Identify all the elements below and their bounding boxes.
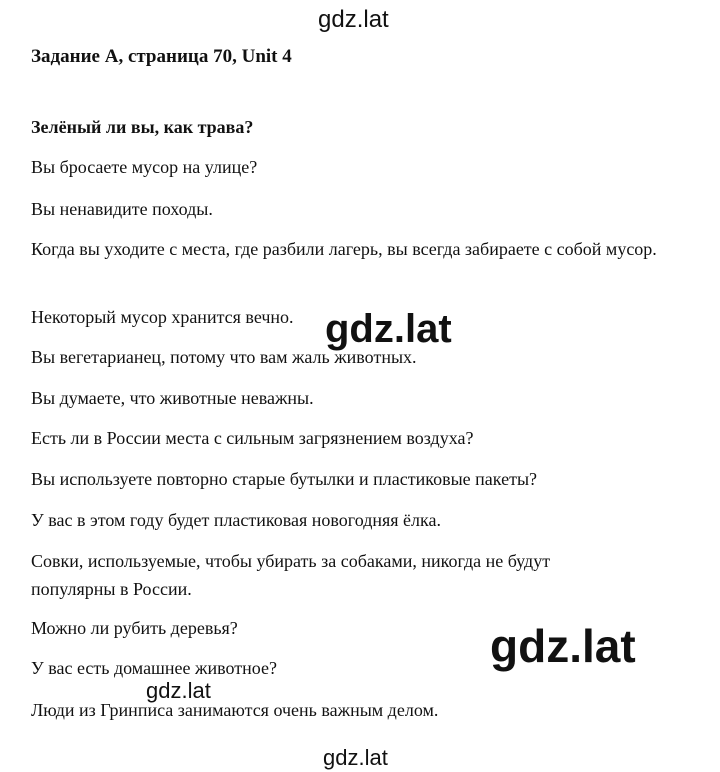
sentence-2: Вы ненавидите походы. xyxy=(31,199,213,219)
sentence-10: Совки, используемые, чтобы убирать за собаками, никогда не будут популярны в России. xyxy=(31,551,551,599)
watermark-bottom: gdz.lat xyxy=(323,745,388,770)
sentence-9: У вас в этом году будет пластиковая новогодняя ёлка. xyxy=(31,510,441,530)
page-title: Задание A, страница 70, Unit 4 xyxy=(31,46,292,67)
sentence-5: Вы вегетарианец, потому что вам жаль животных. xyxy=(31,347,417,367)
sentence-13: Люди из Гринписа занимаются очень важным делом. xyxy=(31,700,439,720)
watermark-right: gdz.lat xyxy=(490,620,636,672)
sentence-4: Некоторый мусор хранится вечно. xyxy=(31,307,294,327)
sentence-3: Когда вы уходите с места, где разбили лагерь, вы всегда забираете с собой мусор. xyxy=(31,239,657,259)
sentence-8: Вы используете повторно старые бутылки и пластиковые пакеты? xyxy=(31,469,538,489)
sentence-11: Можно ли рубить деревья? xyxy=(31,618,238,638)
sentence-6: Вы думаете, что животные неважны. xyxy=(31,388,314,408)
sentence-12: У вас есть домашнее животное? xyxy=(31,658,277,678)
sentence-1: Вы бросаете мусор на улице? xyxy=(31,157,258,177)
watermark-top: gdz.lat xyxy=(318,6,389,33)
watermark-small: gdz.lat xyxy=(146,678,211,703)
sentence-7: Есть ли в России места с сильным загрязнением воздуха? xyxy=(31,428,474,448)
section-heading: Зелёный ли вы, как трава? xyxy=(31,117,254,137)
watermark-middle: gdz.lat xyxy=(325,307,452,351)
